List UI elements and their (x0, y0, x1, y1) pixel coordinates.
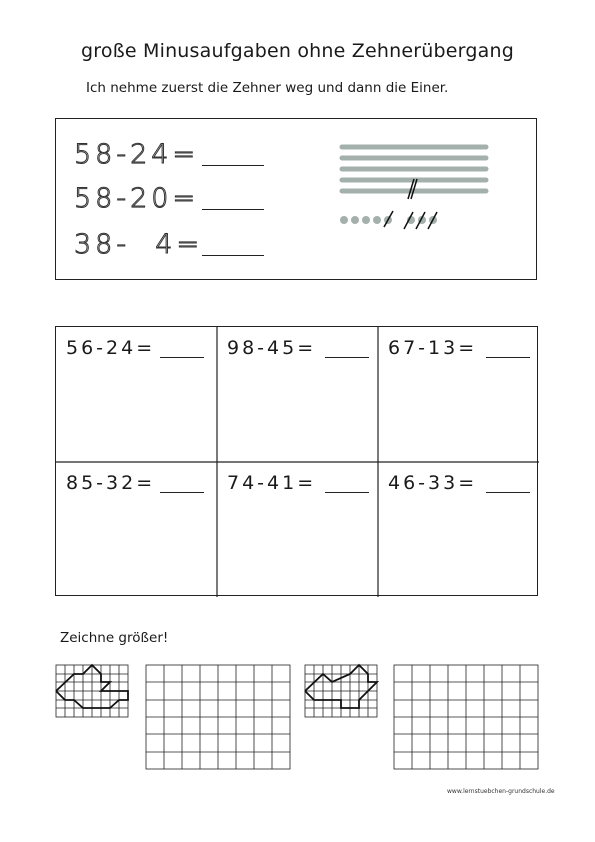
answer-line[interactable] (486, 492, 530, 493)
answer-line[interactable] (160, 357, 204, 358)
task-cell (217, 327, 378, 462)
tens-bars (342, 147, 486, 191)
worksheet-title: große Minusaufgaben ohne Zehnerübergang (81, 40, 514, 62)
task-equation: 74-41= (227, 472, 317, 494)
task-cell (378, 327, 539, 462)
example-equation-1: 58-24= (74, 139, 200, 170)
task-grid (55, 326, 538, 596)
task-cell (217, 462, 378, 597)
task-equation: 85-32= (66, 472, 156, 494)
task-cell (56, 462, 217, 597)
draw-instruction: Zeichne größer! (60, 630, 169, 646)
task-equation: 56-24= (66, 337, 156, 359)
large-drawing-grid-1 (146, 665, 290, 769)
answer-line[interactable] (486, 357, 530, 358)
example-equation-2: 58-20= (74, 183, 200, 214)
example-answer-line-1[interactable] (202, 165, 264, 166)
tens-ones-illustration (336, 141, 506, 236)
task-equation: 67-13= (388, 337, 478, 359)
task-equation: 46-33= (388, 472, 478, 494)
answer-line[interactable] (160, 492, 204, 493)
example-answer-line-2[interactable] (202, 209, 264, 210)
task-cell (378, 462, 539, 597)
example-equation-3: 38- 4= (74, 229, 204, 260)
task-equation: 98-45= (227, 337, 317, 359)
instruction-text: Ich nehme zuerst die Zehner weg und dann die Einer. (86, 80, 449, 96)
example-answer-line-3[interactable] (202, 255, 264, 256)
example-box (55, 118, 537, 280)
answer-line[interactable] (325, 357, 369, 358)
drawing-area (0, 655, 595, 775)
answer-line[interactable] (325, 492, 369, 493)
large-drawing-grid-2 (394, 665, 538, 769)
footer-url[interactable]: www.lernstuebchen-grundschule.de (447, 788, 555, 795)
task-cell (56, 327, 217, 462)
